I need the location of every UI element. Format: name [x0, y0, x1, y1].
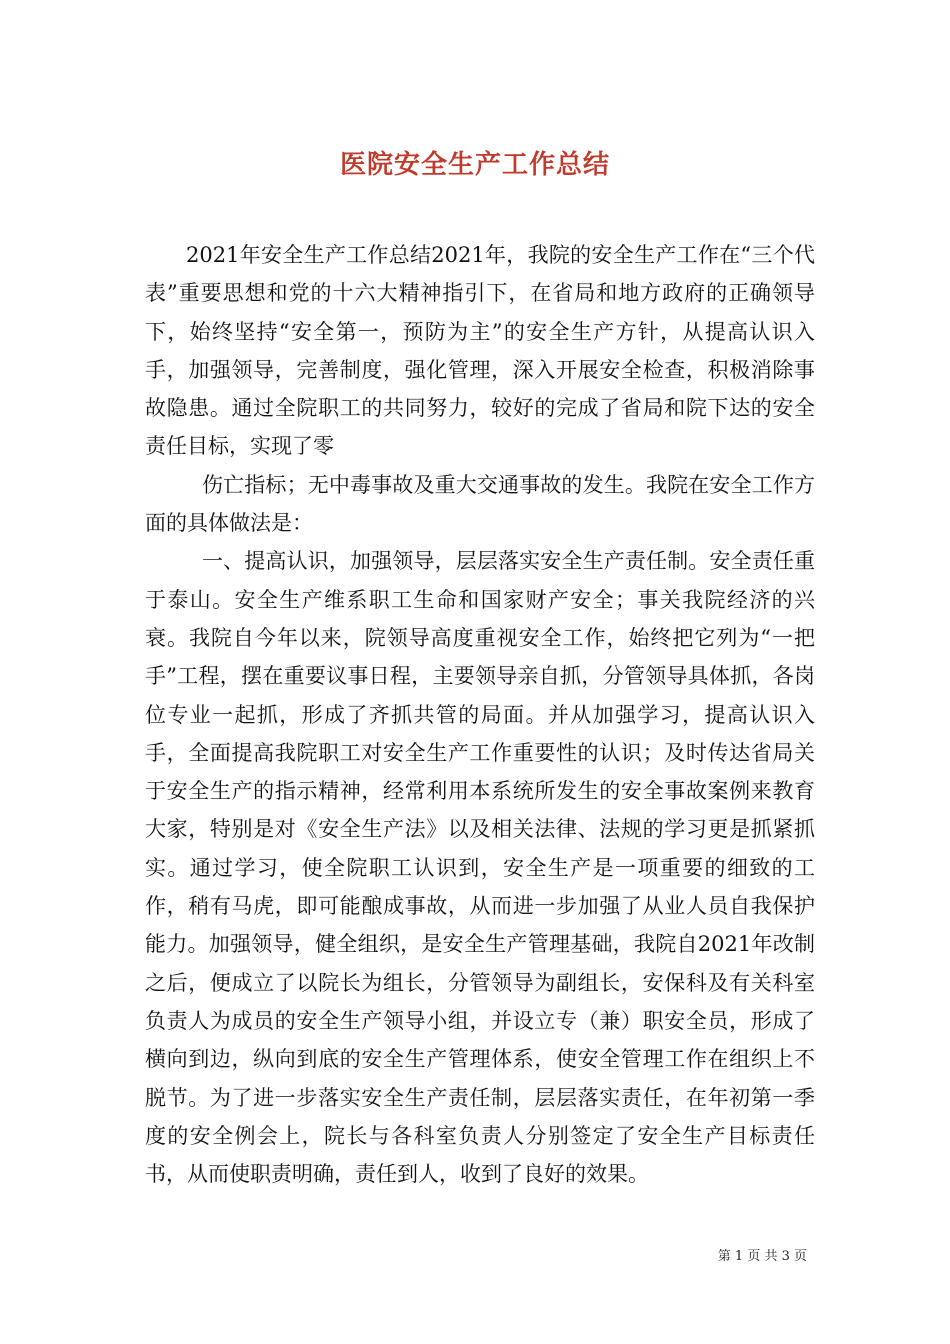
paragraph-methods-intro: 伤亡指标；无中毒事故及重大交通事故的发生。我院在安全工作方面的具体做法是：	[145, 472, 815, 536]
document-body	[145, 236, 815, 1193]
document-title: 医院安全生产工作总结	[339, 150, 610, 181]
paragraph-intro: 2021年安全生产工作总结2021年，我院的安全生产工作在“三个代表”重要思想和党的十六大精神指引下，在省局和地方政府的正确领导下，始终坚持“安全第一，预防为主”的安全生产方针，从提高认识入手，加强领导，完善制度，强化管理，深入开展安全检查，积极消除事故隐患。通过全院职工的共同努力，较好的完成了省局和院下达的安全责任目标，实现了零	[145, 243, 815, 459]
paragraph-section-one: 一、提高认识，加强领导，层层落实安全生产责任制。安全责任重于泰山。安全生产维系职工生命和国家财产安全；事关我院经济的兴衰。我院自今年以来，院领导高度重视安全工作，始终把它列为“一把手”工程，摆在重要议事日程，主要领导亲自抓，分管领导具体抓，各岗位专业一起抓，形成了齐抓共管的局面。并从加强学习，提高认识入手，全面提高我院职工对安全生产工作重要性的认识；及时传达省局关于安全生产的指示精神，经常利用本系统所发生的安全事故案例来教育大家，特别是对《安全生产法》以及相关法律、法规的学习更是抓紧抓实。通过学习，使全院职工认识到，安全生产是一项重要的细致的工作，稍有马虎，即可能酿成事故，从而进一步加强了从业人员自我保护能力。加强领导，健全组织，是安全生产管理基础，我院自2021年改制之后，便成立了以院长为组长，分管领导为副组长，安保科及有关科室负责人为成员的安全生产领导小组，并设立专（兼）职安全员，形成了横向到边，纵向到底的安全生产管理体系，使安全管理工作在组织上不脱节。为了进一步落实安全生产责任制，层层落实责任，在年初第一季度的安全例会上，院长与各科室负责人分别签定了安全生产目标责任书，从而使职责明确，责任到人，收到了良好的效果。	[145, 549, 815, 1187]
page-number: 第 1 页 共 3 页	[717, 1249, 807, 1264]
